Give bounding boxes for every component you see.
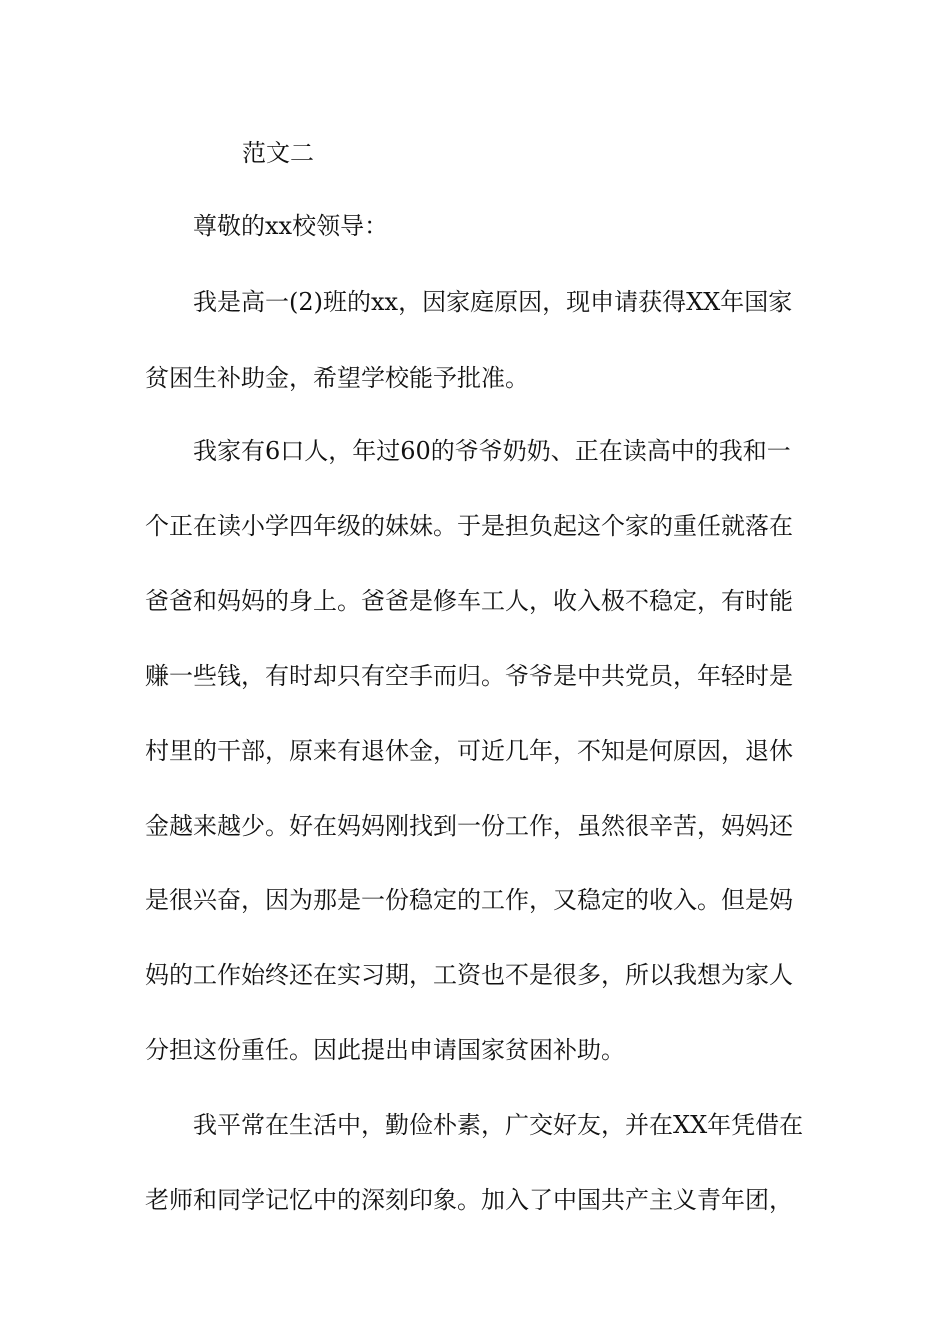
paragraph-line: 村里的干部，原来有退休金，可近几年，不知是何原因，退休 (145, 737, 793, 765)
paragraph-line: 分担这份重任。因此提出申请国家贫困补助。 (145, 1036, 625, 1064)
paragraph-line: 爸爸和妈妈的身上。爸爸是修车工人，收入极不稳定，有时能 (145, 587, 793, 615)
paragraph-line: 赚一些钱，有时却只有空手而归。爷爷是中共党员，年轻时是 (145, 662, 793, 690)
paragraph-line: 我家有6口人，年过60的爷爷奶奶、正在读高中的我和一 (193, 437, 791, 465)
salutation: 尊敬的xx校领导： (193, 212, 389, 240)
paragraph-line: 我平常在生活中，勤俭朴素，广交好友，并在XX年凭借在 (193, 1111, 804, 1139)
document-title: 范文二 (242, 139, 314, 167)
paragraph-line: 是很兴奋，因为那是一份稳定的工作，又稳定的收入。但是妈 (145, 886, 793, 914)
paragraph-line: 老师和同学记忆中的深刻印象。加入了中国共产主义青年团， (145, 1186, 793, 1214)
paragraph-line: 妈的工作始终还在实习期，工资也不是很多，所以我想为家人 (145, 961, 793, 989)
paragraph-line: 个正在读小学四年级的妹妹。于是担负起这个家的重任就落在 (145, 512, 793, 540)
paragraph-line: 金越来越少。好在妈妈刚找到一份工作，虽然很辛苦，妈妈还 (145, 812, 793, 840)
paragraph-line: 我是高一(2)班的xx，因家庭原因，现申请获得XX年国家 (193, 288, 793, 316)
paragraph-line: 贫困生补助金，希望学校能予批准。 (145, 364, 529, 392)
